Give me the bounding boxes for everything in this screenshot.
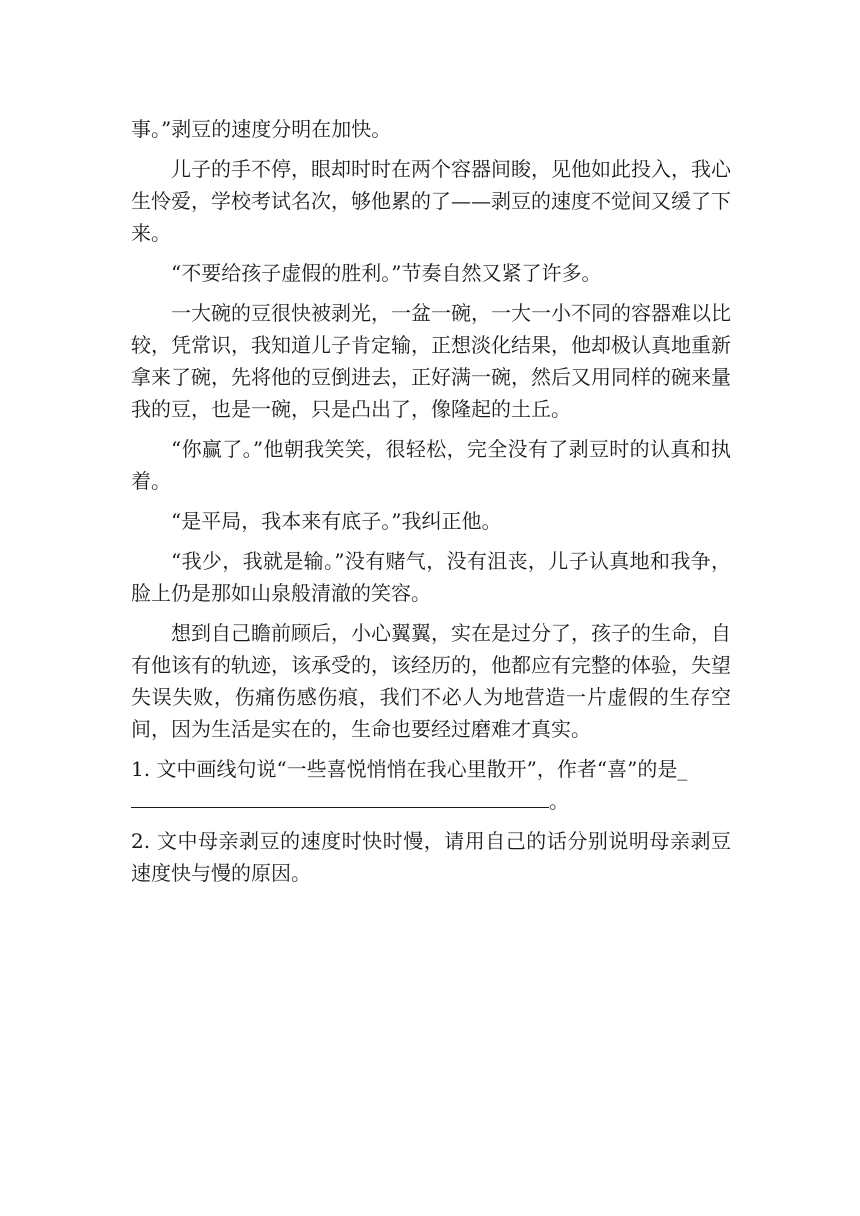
paragraph-1: 儿子的手不停，眼却时时在两个容器间睃，见他如此投入，我心生怜爱，学校考试名次，够他累的了——剥豆的速度不觉间又缓了下来。: [131, 157, 731, 245]
question-1: [131, 753, 731, 817]
paragraph-7: 想到自己瞻前顾后，小心翼翼，实在是过分了，孩子的生命，自有他该有的轨迹，该承受的，该经历的，他都应有完整的体验，失望失误失败，伤痛伤感伤痕，我们不必人为地营造一片虚假的生存空间，因为生活是实在的，生命也要经过磨难才真实。: [131, 621, 731, 741]
paragraph-2: “不要给孩子虚假的胜利。”节奏自然又紧了许多。: [171, 261, 602, 285]
document-body: [131, 113, 731, 897]
paragraph-4: “你赢了。”他朝我笑笑，很轻松，完全没有了剥豆时的认真和执着。: [131, 437, 731, 493]
question-1-blank-end: 。: [549, 789, 569, 813]
answer-blank[interactable]: [131, 787, 549, 808]
question-1-answer-row: [131, 785, 731, 817]
paragraph-6: “我少，我就是输。”没有赌气，没有沮丧，儿子认真地和我争，脸上仍是那如山泉般清澈的笑容。: [131, 549, 731, 605]
paragraph-5: “是平局，我本来有底子。”我纠正他。: [171, 509, 502, 533]
opening-line: 事。”剥豆的速度分明在加快。: [131, 117, 392, 141]
question-2: 2. 文中母亲剥豆的速度时快时慢，请用自己的话分别说明母亲剥豆速度快与慢的原因。: [131, 829, 731, 885]
paragraph-3: 一大碗的豆很快被剥光，一盆一碗，一大一小不同的容器难以比较，凭常识，我知道儿子肯定输，正想淡化结果，他却极认真地重新拿来了碗，先将他的豆倒进去，正好满一碗，然后又用同样的碗来量我的豆，也是一碗，只是凸出了，像隆起的土丘。: [131, 301, 731, 421]
question-1-text: 1. 文中画线句说“一些喜悦悄悄在我心里散开”，作者“喜”的是_: [131, 757, 688, 781]
